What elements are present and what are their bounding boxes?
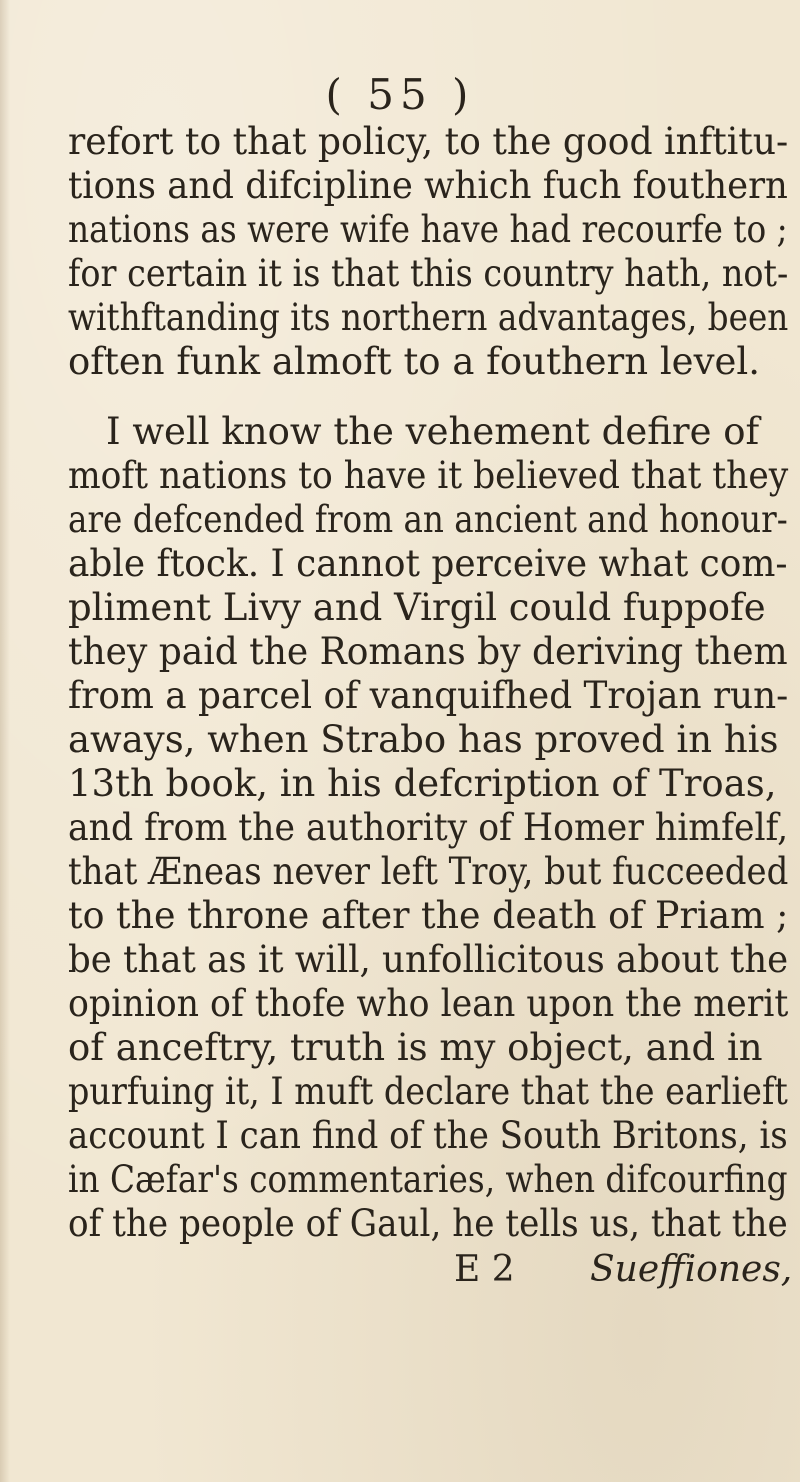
text-line: moft nations to have it believed that they (68, 454, 789, 497)
text-line: 13th book, in his defcription of Troas, (68, 762, 777, 805)
text-line: pliment Livy and Virgil could fuppofe (68, 586, 766, 629)
text-line: and from the authority of Homer himfelf, (68, 806, 789, 849)
text-line: for certain it is that this country hath, not- (68, 252, 789, 295)
text-line: in Cæfar's commentaries, when difcourfing (68, 1158, 788, 1201)
text-line: from a parcel of vanquifhed Trojan run- (68, 674, 789, 717)
text-line: often funk almoft to a fouthern level. (68, 340, 760, 383)
signature-mark: E 2 (454, 1249, 515, 1290)
page-gutter-shadow (0, 0, 10, 1482)
text-line: tions and difcipline which fuch fouthern (68, 164, 788, 207)
text-line: withftanding its northern advantages, been (68, 296, 789, 339)
text-line: they paid the Romans by deriving them (68, 630, 788, 673)
catchword: Sueffiones, (590, 1249, 793, 1290)
text-line: nations as were wife have had recourfe to ; (68, 208, 788, 251)
text-line: to the throne after the death of Priam ; (68, 894, 789, 937)
text-line: that Æneas never left Troy, but fucceeded (68, 850, 789, 893)
text-line: refort to that policy, to the good inftitu- (68, 120, 789, 163)
text-line: be that as it will, unfollicitous about the (68, 938, 789, 981)
text-line: of anceftry, truth is my object, and in (68, 1026, 763, 1069)
text-line: of the people of Gaul, he tells us, that the (68, 1202, 788, 1245)
text-line: account I can find of the South Britons, is (68, 1114, 788, 1157)
text-line: I well know the vehement defire of (106, 410, 760, 453)
text-line: aways, when Strabo has proved in his (68, 718, 779, 761)
text-line: purfuing it, I muft declare that the earlieft (68, 1070, 788, 1113)
text-line: are defcended from an ancient and honour- (68, 498, 788, 541)
text-line: able ftock. I cannot perceive what com- (68, 542, 788, 585)
page-number-header: ( 55 ) (325, 70, 475, 119)
text-line: opinion of thofe who lean upon the merit (68, 982, 789, 1025)
